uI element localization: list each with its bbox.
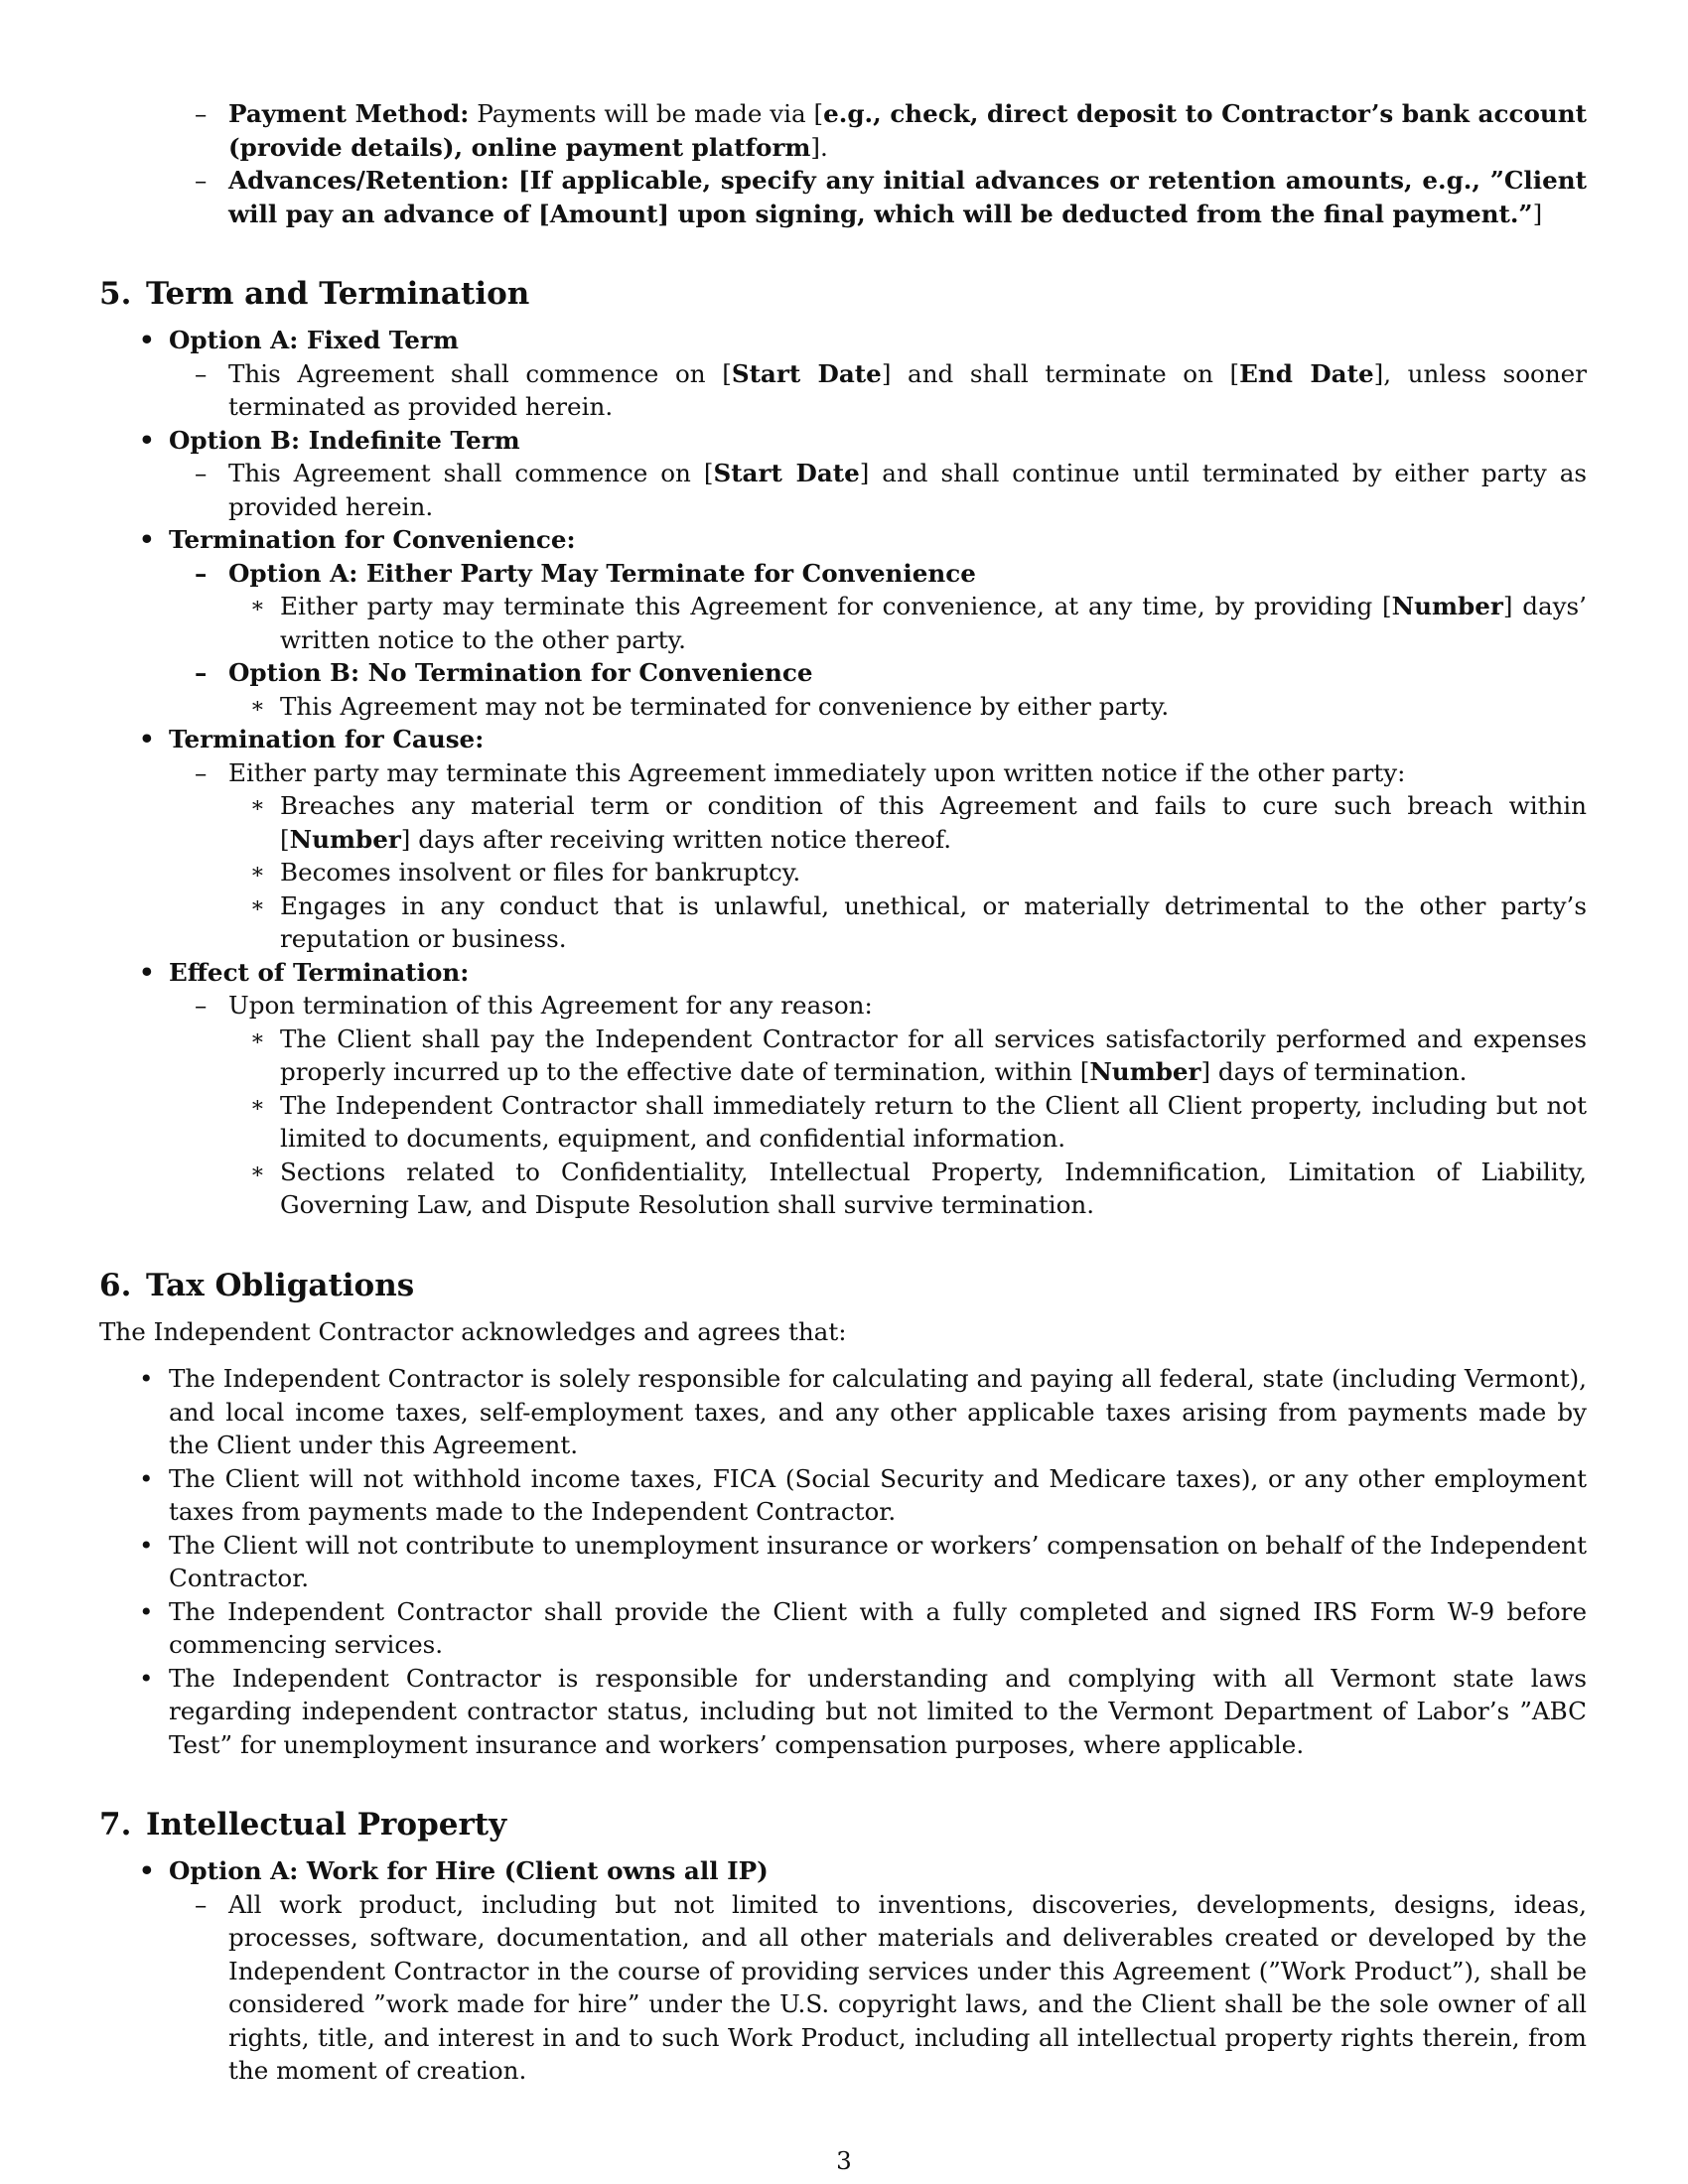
- term-a-part-3: ], unless sooner terminated as provided herein.: [228, 358, 1587, 421]
- payment-method-post: ].: [810, 132, 828, 162]
- section-5-title: Term and Termination: [146, 276, 530, 312]
- convenience-option-b-label: – Option B: No Termination for Convenience: [228, 656, 1587, 690]
- effect-payment-part-1: The Client shall pay the Independent Contractor for all services satisfactorily performed and expenses properly incurred up to the effective date of termination, within [: [280, 1024, 1587, 1086]
- term-b-part-1: This Agreement shall commence on [: [228, 459, 714, 487]
- cause-breach-part-1: Breaches any material term or condition of this Agreement and fails to cure such breach within [: [280, 791, 1587, 854]
- section-7-number: 7.: [99, 1807, 132, 1843]
- cause-item-insolvent: ∗ Becomes insolvent or files for bankruptcy.: [280, 856, 1587, 889]
- term-b-part-2: ] and shall continue until terminated by either party as provided herein.: [228, 459, 1587, 521]
- effect-intro: – Upon termination of this Agreement for any reason:: [228, 989, 1587, 1023]
- advances-post: ]: [1532, 199, 1543, 228]
- term-a-part-1: This Agreement shall commence on [: [228, 358, 732, 388]
- termination-cause-label: • Termination for Cause:: [169, 723, 1587, 756]
- effect-item-payment: [280, 1023, 1587, 1089]
- section-7-heading: [99, 1805, 1587, 1844]
- cause-breach-number: Number: [289, 824, 401, 854]
- convenience-option-b-text: ∗ This Agreement may not be terminated for convenience by either party.: [280, 690, 1587, 724]
- payment-method-label: Payment Method:: [228, 99, 470, 128]
- document-page: [99, 97, 1587, 2088]
- term-b-start-date: Start Date: [713, 459, 860, 487]
- convenience-option-a-text: [280, 590, 1587, 656]
- section-6-number: 6.: [99, 1267, 132, 1303]
- effect-payment-number: Number: [1089, 1057, 1201, 1086]
- conv-a-number: Number: [1391, 592, 1503, 620]
- tax-item-no-contribution: • The Client will not contribute to unemployment insurance or workers’ compensation on behalf of the Independent Contractor.: [169, 1529, 1587, 1595]
- advances-retention-item: [228, 164, 1587, 230]
- section-6-title: Tax Obligations: [146, 1267, 415, 1303]
- page-number: 3: [836, 2146, 852, 2175]
- tax-intro: The Independent Contractor acknowledges and agrees that:: [99, 1316, 847, 1346]
- term-option-a-label: • Option A: Fixed Term: [169, 324, 1587, 357]
- ip-option-a-label: • Option A: Work for Hire (Client owns all IP): [169, 1854, 1587, 1888]
- payment-method-options: e.g., check, direct deposit to Contractor’s bank account (provide details), online payment platform: [228, 99, 1587, 162]
- section-7-title: Intellectual Property: [146, 1807, 507, 1843]
- advances-label: Advances/Retention:: [228, 166, 509, 195]
- cause-item-conduct: ∗ Engages in any conduct that is unlawful, unethical, or materially detrimental to the other party’s reputation or business.: [280, 889, 1587, 956]
- conv-a-part-2: ] days’ written notice to the other party.: [280, 592, 1587, 654]
- effect-payment-part-2: ] days of termination.: [1200, 1057, 1468, 1086]
- effect-of-termination-label: • Effect of Termination:: [169, 956, 1587, 990]
- effect-item-return-property: ∗ The Independent Contractor shall immediately return to the Client all Client property, including but not limited to documents, equipment, and confidential information.: [280, 1089, 1587, 1156]
- ip-option-a-text: – All work product, including but not limited to inventions, discoveries, developments, designs, ideas, processes, software, documentation, and all other materials and deliverables created or developed by the Independent Contractor in the course of providing services under this Agreement (”Work Product”), shall be considered ”work made for hire” under the U.S. copyright laws, and the Client shall be the sole owner of all rights, title, and interest in and to such Work Product, including all intellectual property rights therein, from the moment of creation.: [228, 1888, 1587, 2088]
- payment-method-pre: Payments will be made via [: [477, 99, 824, 128]
- tax-item-vermont-laws: • The Independent Contractor is responsible for understanding and complying with all Vermont state laws regarding independent contractor status, including but not limited to the Vermont Department of Labor’s ”ABC Test” for unemployment insurance and workers’ compensation purposes, where applicable.: [169, 1662, 1587, 1762]
- section-5-heading: [99, 274, 1587, 314]
- conv-a-part-1: Either party may terminate this Agreement for convenience, at any time, by providing [: [280, 592, 1392, 620]
- tax-item-w9: • The Independent Contractor shall provide the Client with a fully completed and signed IRS Form W-9 before commencing services.: [169, 1595, 1587, 1662]
- term-option-a-text: [228, 357, 1587, 424]
- tax-item-no-withholding: • The Client will not withhold income taxes, FICA (Social Security and Medicare taxes), or any other employment taxes from payments made to the Independent Contractor.: [169, 1462, 1587, 1529]
- termination-cause-intro: – Either party may terminate this Agreement immediately upon written notice if the other party:: [228, 756, 1587, 790]
- convenience-option-a-label: – Option A: Either Party May Terminate for Convenience: [228, 557, 1587, 591]
- cause-breach-part-2: ] days after receiving written notice thereof.: [400, 824, 952, 854]
- effect-item-survival: ∗ Sections related to Confidentiality, Intellectual Property, Indemnification, Limitation of Liability, Governing Law, and Dispute Resolution shall survive termination.: [280, 1156, 1587, 1222]
- term-a-start-date: Start Date: [731, 358, 882, 388]
- payment-method-item: [228, 97, 1587, 164]
- advances-pre: [: [517, 166, 530, 195]
- tax-item-responsibility: • The Independent Contractor is solely responsible for calculating and paying all federal, state (including Vermont), and local income taxes, self-employment taxes, and any other applicable taxes arising from payments made by the Client under this Agreement.: [169, 1362, 1587, 1462]
- advances-text: If applicable, specify any initial advances or retention amounts, e.g., ”Client will pay an advance of [Amount] upon signing, which will be deducted from the final payment.”: [228, 166, 1587, 228]
- section-6-heading: [99, 1266, 1587, 1305]
- section-5-number: 5.: [99, 276, 132, 312]
- term-option-b-label: • Option B: Indefinite Term: [169, 424, 1587, 458]
- term-option-b-text: [228, 457, 1587, 523]
- cause-item-breach: [280, 789, 1587, 856]
- termination-convenience-label: • Termination for Convenience:: [169, 523, 1587, 557]
- term-a-part-2: ] and shall terminate on [: [881, 358, 1240, 388]
- term-a-end-date: End Date: [1239, 358, 1374, 388]
